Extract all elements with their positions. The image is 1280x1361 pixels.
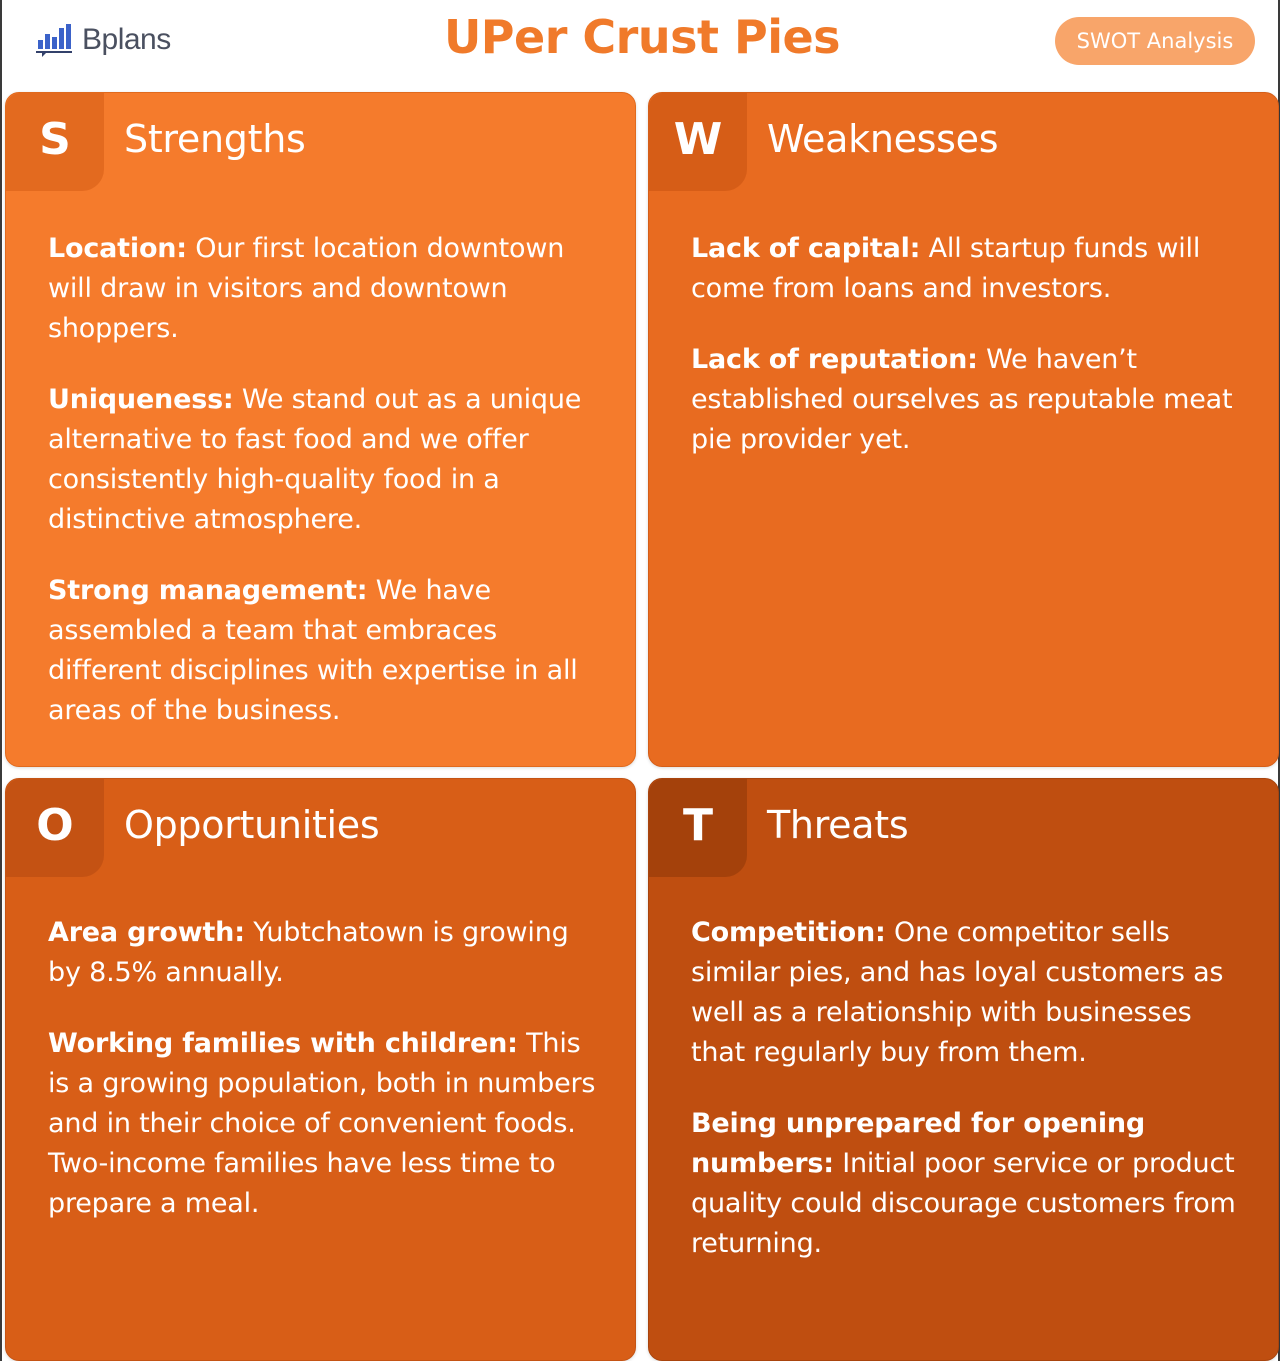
bar-chart-icon [34,22,78,58]
threats-letter: T [682,799,713,851]
item-label: Competition: [691,917,886,948]
item-text: We stand out as a unique alternative to fast food and we offer consistently high-quality food in a distinctive atmosphere. [48,384,582,535]
item-label: Lack of reputation: [691,344,978,375]
item-text: We have assembled a team that embraces different disciplines with expertise in all areas of the business. [48,575,578,726]
header [2,0,1280,90]
item-text: We haven’t established ourselves as reputable meat pie provider yet. [691,344,1233,455]
weaknesses-quadrant [648,92,1279,767]
opportunities-letter: O [36,799,74,851]
item-text: One competitor sells similar pies, and has loyal customers as well as a relationship with businesses that regularly buy from them. [691,917,1224,1068]
strengths-quadrant [5,92,636,767]
strengths-heading: Strengths [124,117,306,161]
opportunity-item [48,913,608,993]
strengths-letter: S [39,113,71,165]
weakness-item [691,229,1251,309]
threat-item [691,913,1251,1073]
item-text: Yubtchatown is growing by 8.5% annually. [48,917,569,988]
bplans-logo[interactable] [34,20,171,60]
threat-item [691,1104,1251,1264]
item-label: Being unprepared for opening numbers: [691,1108,1146,1179]
threats-quadrant [648,778,1279,1361]
weakness-item [691,340,1251,460]
opportunities-heading: Opportunities [124,803,380,847]
opportunities-quadrant [5,778,636,1361]
item-label: Location: [48,233,187,264]
item-label: Uniqueness: [48,384,234,415]
logo-text: Bplans [82,23,171,56]
item-label: Working families with children: [48,1028,518,1059]
strength-item [48,571,608,731]
item-label: Lack of capital: [691,233,921,264]
item-label: Strong management: [48,575,368,606]
opportunity-item [48,1024,608,1224]
item-text: All startup funds will come from loans and investors. [691,233,1201,304]
strengths-list [48,229,608,762]
weaknesses-list [691,229,1251,491]
item-text: Initial poor service or product quality could discourage customers from returning. [691,1148,1236,1259]
strength-item [48,229,608,349]
weaknesses-heading: Weaknesses [767,117,999,161]
strength-item [48,380,608,540]
threats-heading: Threats [767,803,909,847]
item-text: Our first location downtown will draw in visitors and downtown shoppers. [48,233,565,344]
swot-analysis-badge: SWOT Analysis [1055,17,1255,65]
threats-list [691,913,1251,1295]
opportunities-list [48,913,608,1255]
page-title: UPer Crust Pies [443,10,841,64]
item-text: This is a growing population, both in numbers and in their choice of convenient foods. Two-income families have less time to prepare a meal. [48,1028,596,1219]
weaknesses-letter: W [673,113,723,165]
item-label: Area growth: [48,917,245,948]
